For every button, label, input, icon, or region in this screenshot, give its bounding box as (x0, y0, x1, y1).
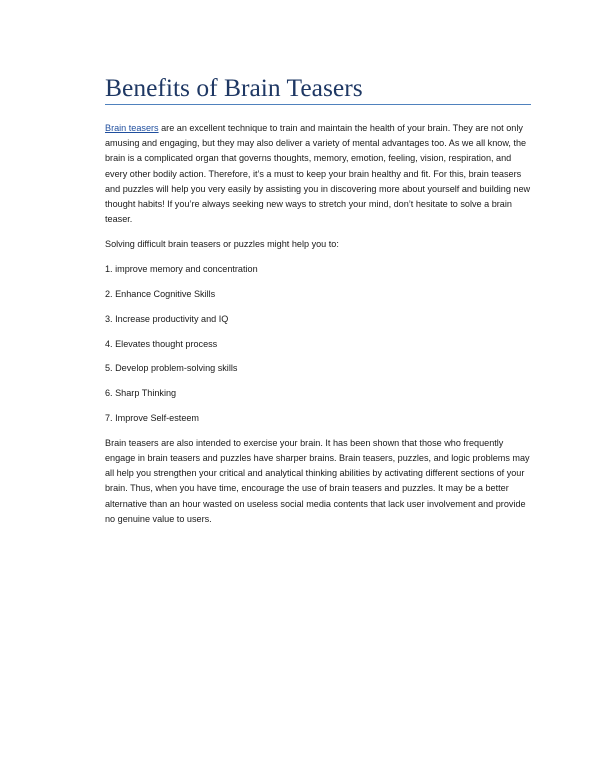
intro-paragraph (105, 121, 531, 227)
list-item: 5. Develop problem-solving skills (105, 363, 238, 374)
intro-text: are an excellent technique to train and maintain the health of your brain. They are not only amusing and engaging, but they may also deliver a variety of mental advantages too. As we all know, the brain is a complicated organ that governs thoughts, memory, emotion, feeling, vision, respiration, and every other bodily action. Therefore, it’s a must to keep your brain healthy and fit. For this, brain teasers and puzzles will help you very easily by assisting you in discovering more about yourself and building new thought habits! If you’re always seeking new ways to stretch your mind, don’t hesitate to solve a brain teaser. (105, 123, 531, 225)
list-item: 2. Enhance Cognitive Skills (105, 289, 216, 299)
document-body (105, 121, 531, 527)
brain-teasers-link[interactable]: Brain teasers (105, 123, 159, 133)
list-item: 7. Improve Self-esteem (105, 412, 200, 423)
title-underline-divider (105, 104, 531, 105)
closing-paragraph: Brain teasers are also intended to exercise your brain. It has been shown that those who frequently engage in brain teasers and puzzles have sharper brains. Brain teasers, puzzles, and logic problems may all help you strengthen your critical and analytical thinking abilities by activating different sections of your brain. Thus, when you have time, encourage the use of brain teasers and puzzles. It may be a better alternative than an hour wasted on useless social media contents that lack user involvement and provide no genuine value to users. (105, 437, 530, 524)
benefits-list (105, 262, 531, 426)
list-item: 1. improve memory and concentration (105, 264, 258, 275)
list-lead-text: Solving difficult brain teasers or puzzles might help you to: (105, 239, 339, 250)
list-item: 3. Increase productivity and IQ (105, 313, 229, 324)
list-item: 4. Elevates thought process (105, 338, 218, 349)
page-title: Benefits of Brain Teasers (105, 73, 363, 102)
list-item: 6. Sharp Thinking (105, 388, 177, 399)
